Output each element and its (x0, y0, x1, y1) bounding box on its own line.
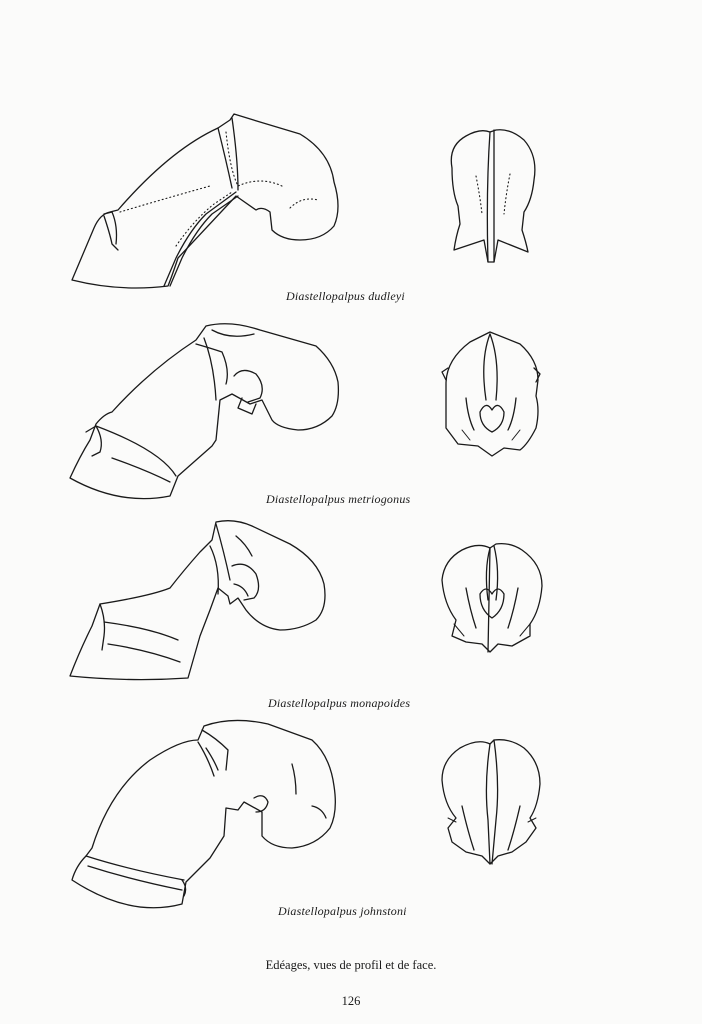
caption-monapoides: Diastellopalpus monapoides (268, 696, 411, 710)
johnstoni-profile-drawing (72, 720, 335, 907)
johnstoni-face-drawing (442, 740, 540, 864)
caption-johnstoni: Diastellopalpus johnstoni (278, 904, 407, 918)
metriogonus-profile-drawing (70, 324, 338, 499)
page-number: 126 (341, 994, 361, 1008)
monapoides-face-drawing (442, 544, 542, 652)
caption-dudleyi: Diastellopalpus dudleyi (286, 289, 405, 303)
metriogonus-face-drawing (442, 332, 540, 456)
caption-metriogonus: Diastellopalpus metriogonus (266, 492, 411, 506)
monapoides-profile-drawing (70, 521, 325, 680)
dudleyi-profile-drawing (72, 114, 338, 288)
plate-legend: Edéages, vues de profil et de face. (265, 958, 437, 972)
dudleyi-face-drawing (451, 130, 535, 262)
